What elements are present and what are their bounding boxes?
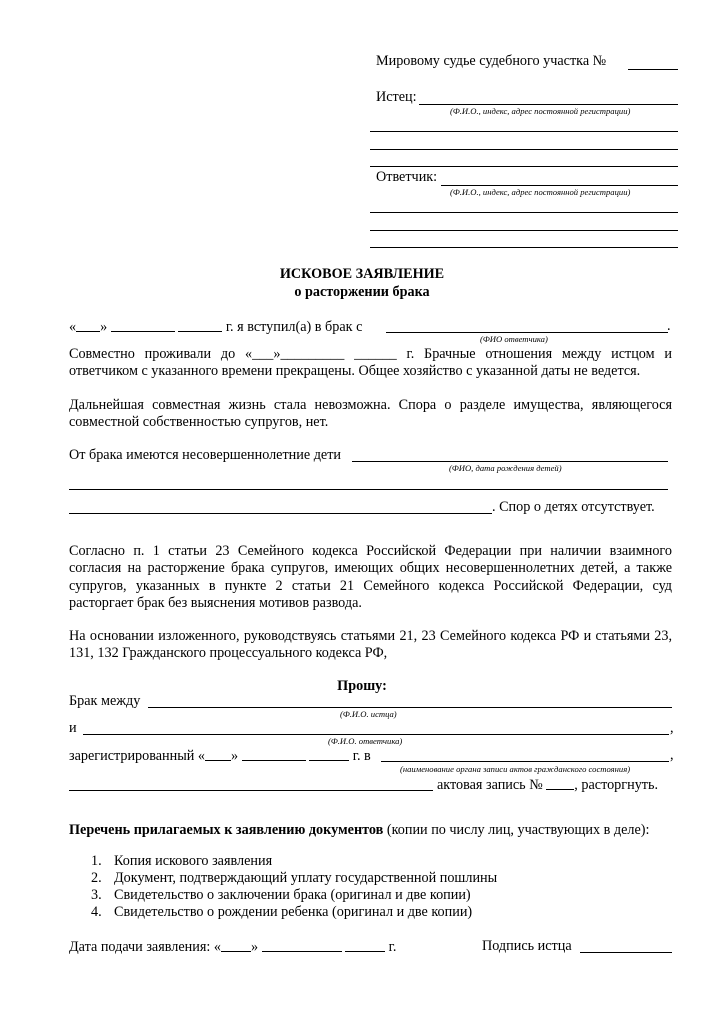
impossibility-paragraph: Дальнейшая совместная жизнь стала невозможна. Спора о разделе имущества, являющегося совместной собственностью супругов, нет. bbox=[69, 397, 672, 431]
plaintiff-field-line-2[interactable] bbox=[370, 131, 678, 132]
registry-office-field[interactable] bbox=[381, 761, 669, 762]
registered-label: зарегистрированный « bbox=[69, 748, 206, 764]
open-quote: « bbox=[69, 319, 77, 335]
registered-comma: , bbox=[670, 747, 674, 763]
plaintiff-name-caption: (Ф.И.О. истца) bbox=[340, 709, 397, 719]
submission-date-line bbox=[69, 938, 396, 956]
marriage-year-field[interactable] bbox=[178, 318, 222, 332]
registry-office-field-line-2[interactable] bbox=[69, 790, 433, 791]
children-dispute-text: . Спор о детях отсутствует. bbox=[492, 499, 655, 515]
plaintiff-caption: (Ф.И.О., индекс, адрес постоянной регистрации) bbox=[450, 106, 631, 116]
attachments-heading bbox=[69, 822, 649, 839]
plaintiff-name-field[interactable] bbox=[148, 707, 672, 708]
defendant-field[interactable] bbox=[441, 185, 678, 186]
dissolve-label: , расторгнуть. bbox=[574, 777, 659, 793]
defendant-fullname-caption: (Ф.И.О. ответчика) bbox=[328, 736, 403, 746]
plaintiff-label: Истец: bbox=[376, 89, 417, 105]
defendant-label: Ответчик: bbox=[376, 169, 438, 185]
defendant-name-caption: (ФИО ответчика) bbox=[480, 334, 548, 344]
marriage-year-suffix: г. я вступил(а) в брак с bbox=[225, 319, 363, 335]
list-item-text: Документ, подтверждающий уплату государственной пошлины bbox=[114, 870, 498, 886]
court-number-field[interactable] bbox=[628, 69, 678, 70]
list-item-text: Свидетельство о заключении брака (оригинал и две копии) bbox=[114, 887, 471, 903]
and-label: и bbox=[69, 720, 77, 736]
children-field-line-3[interactable] bbox=[69, 513, 492, 514]
list-item-text: Копия искового заявления bbox=[114, 853, 273, 869]
record-number-field[interactable] bbox=[546, 776, 574, 790]
submission-day-field[interactable] bbox=[221, 938, 251, 952]
registered-quote: » bbox=[231, 748, 239, 764]
submission-date-quote: » bbox=[250, 939, 259, 955]
defendant-field-line-4[interactable] bbox=[370, 247, 678, 248]
request-heading: Прошу: bbox=[337, 678, 387, 694]
children-field-line-2[interactable] bbox=[69, 489, 668, 490]
children-label: От брака имеются несовершеннолетние дети bbox=[69, 447, 342, 463]
registered-year-label: г. в bbox=[352, 748, 371, 764]
defendant-caption: (Ф.И.О., индекс, адрес постоянной регистрации) bbox=[450, 187, 631, 197]
marriage-day-field[interactable] bbox=[76, 318, 100, 332]
registry-office-caption: (наименование органа записи актов гражданского состояния) bbox=[400, 764, 631, 774]
submission-date-label: Дата подачи заявления: « bbox=[69, 939, 221, 955]
cohabitation-paragraph: Совместно проживали до «___»_________ ______ г. Брачные отношения между истцом и ответчиком с указанного времени прекращены. Общее хозяйство с указанной даты не ведется. bbox=[69, 346, 672, 380]
list-item-number: 3. bbox=[91, 887, 102, 903]
family-code-paragraph: Согласно п. 1 статьи 23 Семейного кодекса Российской Федерации при наличии взаимного согласия на расторжение брака супругов, имеющих общих несовершеннолетних детей, а также супругов, указанных в пункте 2 статьи 21 Семейного кодекса Российской Федерации, суд расторгает брак без выяснения мотивов развода. bbox=[69, 543, 672, 611]
signature-label: Подпись истца bbox=[482, 938, 572, 954]
list-item-number: 2. bbox=[91, 870, 102, 886]
marriage-line-end: . bbox=[667, 318, 671, 334]
and-comma: , bbox=[670, 720, 674, 736]
submission-month-field[interactable] bbox=[262, 938, 342, 952]
document-subtitle: о расторжении брака bbox=[294, 284, 430, 300]
attachments-heading-rest: (копии по числу лиц, участвующих в деле): bbox=[383, 822, 650, 838]
plaintiff-field-line-3[interactable] bbox=[370, 149, 678, 150]
list-item-text: Свидетельство о рождении ребенка (оригинал и две копии) bbox=[114, 904, 473, 920]
between-label: Брак между bbox=[69, 693, 141, 709]
defendant-field-line-3[interactable] bbox=[370, 230, 678, 231]
plaintiff-field-line-4[interactable] bbox=[370, 166, 678, 167]
marriage-date-line bbox=[69, 318, 362, 336]
list-item-number: 1. bbox=[91, 853, 102, 869]
registered-month-field[interactable] bbox=[242, 747, 306, 761]
defendant-field-line-2[interactable] bbox=[370, 212, 678, 213]
submission-year-field[interactable] bbox=[345, 938, 385, 952]
registered-day-field[interactable] bbox=[205, 747, 231, 761]
marriage-month-field[interactable] bbox=[111, 318, 175, 332]
document-title: ИСКОВОЕ ЗАЯВЛЕНИЕ bbox=[279, 266, 445, 282]
close-quote: » bbox=[100, 319, 108, 335]
record-line bbox=[437, 776, 658, 794]
defendant-name-field[interactable] bbox=[386, 332, 668, 333]
children-caption: (ФИО, дата рождения детей) bbox=[449, 463, 562, 473]
signature-field[interactable] bbox=[580, 952, 672, 953]
basis-paragraph: На основании изложенного, руководствуясь статьями 21, 23 Семейного кодекса РФ и статьями 23, 131, 132 Гражданского процессуального кодекса РФ, bbox=[69, 628, 672, 662]
registered-year-field[interactable] bbox=[309, 747, 349, 761]
defendant-fullname-field[interactable] bbox=[83, 734, 669, 735]
addressee-label: Мировому судье судебного участка № bbox=[376, 53, 607, 69]
plaintiff-field[interactable] bbox=[419, 104, 678, 105]
children-field[interactable] bbox=[352, 461, 668, 462]
record-label: актовая запись № bbox=[437, 777, 543, 793]
submission-year-label: г. bbox=[388, 939, 397, 955]
list-item-number: 4. bbox=[91, 904, 102, 920]
attachments-heading-bold: Перечень прилагаемых к заявлению документов bbox=[69, 822, 384, 838]
registered-line bbox=[69, 747, 371, 765]
